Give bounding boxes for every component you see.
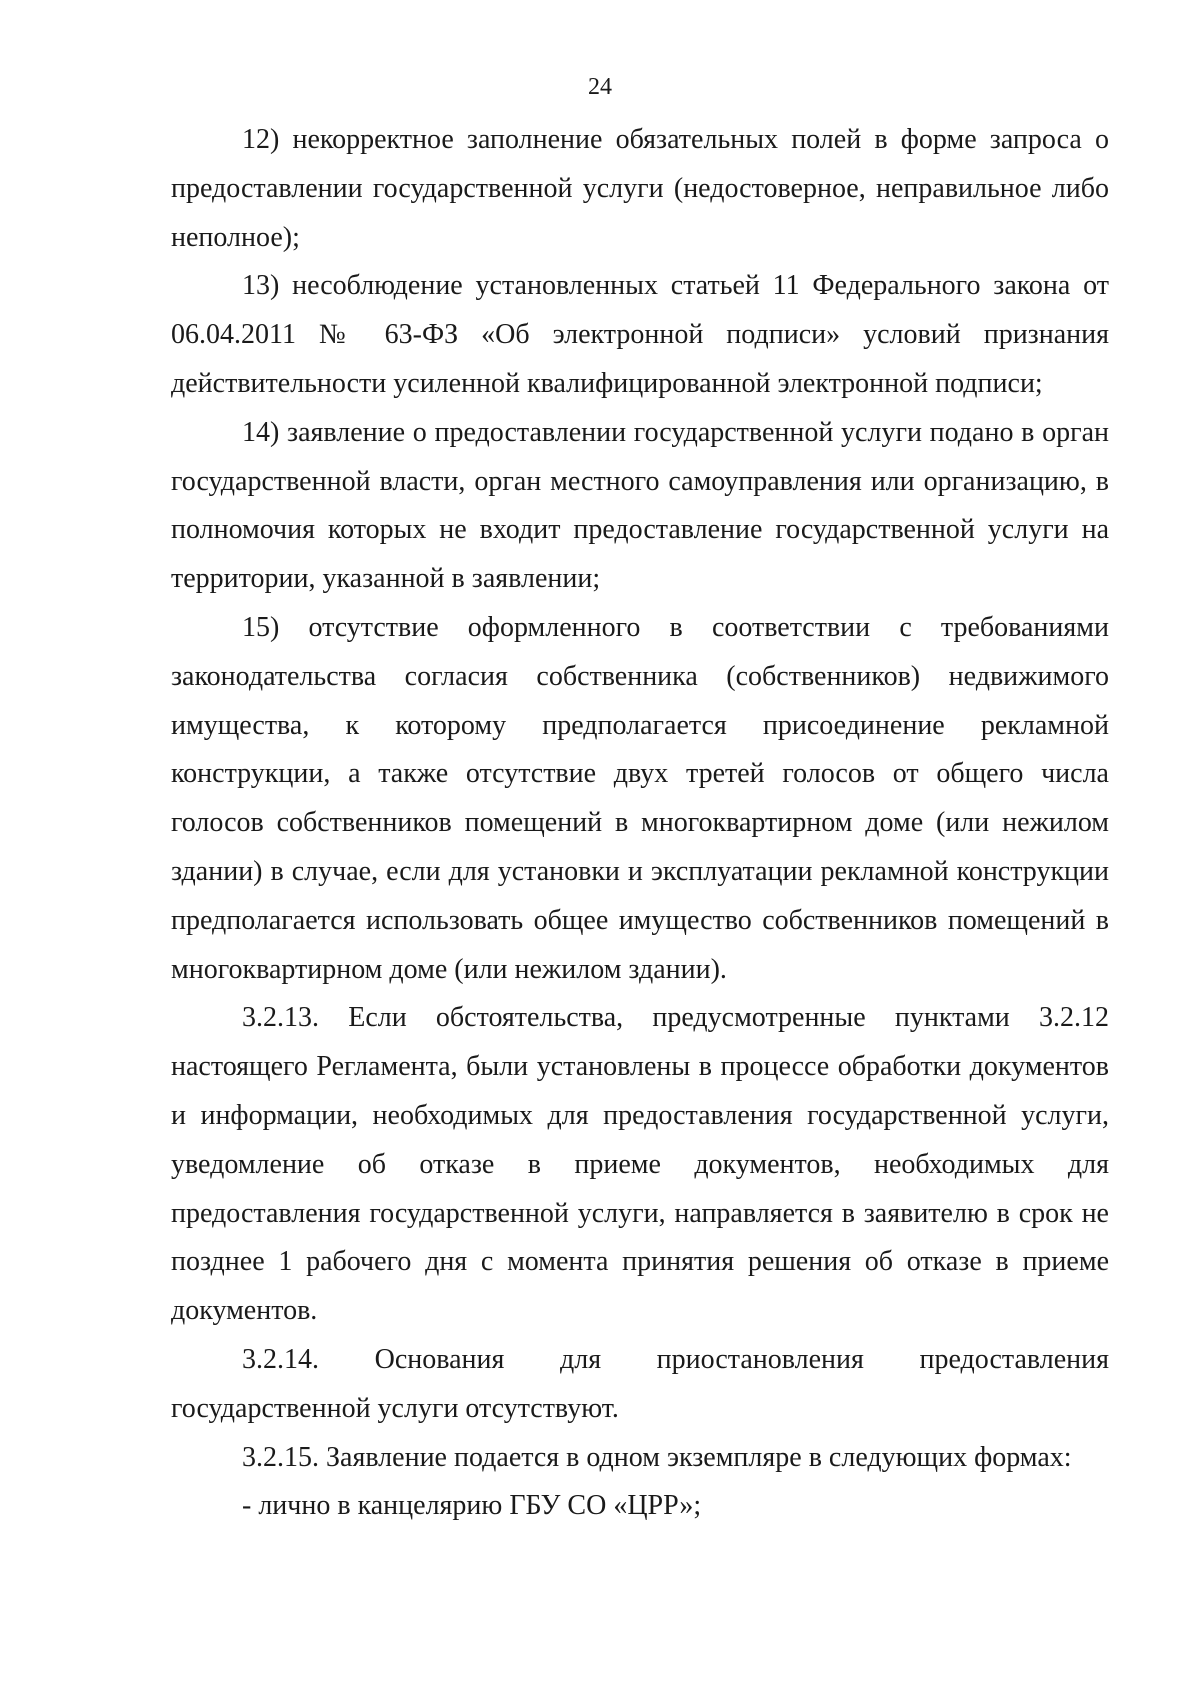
paragraph-clause-3-2-13: 3.2.13. Если обстоятельства, предусмотренные пунктами 3.2.12 настоящего Регламента, были установлены в процессе обработки документов и информации, необходимых для предоставления государственной услуги, уведомление об отказе в приеме документов, необходимых для предоставления государственной услуги, направляется в заявителю в срок не позднее 1 рабочего дня с момента принятия решения об отказе в приеме документов.	[171, 1002, 1109, 1327]
paragraph-item-15: 15) отсутствие оформленного в соответствии с требованиями законодательства согласия собственника (собственников) недвижимого имущества, к которому предполагается присоединение рекламной конструкции, а также отсутствие двух третей голосов от общего числа голосов собственников помещений в многоквартирном доме (или нежилом здании) в случае, если для установки и эксплуатации рекламной конструкции предполагается использовать общее имущество собственников помещений в многоквартирном доме (или нежилом здании).	[171, 611, 1109, 985]
document-body	[171, 116, 1109, 1531]
page-number: 24	[588, 74, 612, 100]
paragraph-item-12: 12) некорректное заполнение обязательных полей в форме запроса о предоставлении государственной услуги (недостоверное, неправильное либо неполное);	[171, 124, 1109, 253]
paragraph-clause-3-2-15: 3.2.15. Заявление подается в одном экземпляре в следующих формах:	[242, 1441, 1072, 1473]
paragraph-item-13: 13) несоблюдение установленных статьей 11 Федерального закона от 06.04.2011 № 63-ФЗ «Об электронной подписи» условий признания действительности усиленной квалифицированной электронной подписи;	[171, 270, 1109, 399]
paragraph-item-14: 14) заявление о предоставлении государственной услуги подано в орган государственной власти, орган местного самоуправления или организацию, в полномочия которых не входит предоставление государственной услуги на территории, указанной в заявлении;	[171, 416, 1109, 595]
paragraph-clause-3-2-14: 3.2.14. Основания для приостановления предоставления государственной услуги отсутствуют.	[171, 1343, 1109, 1424]
list-item-submission-in-person: - лично в канцелярию ГБУ СО «ЦРР»;	[242, 1490, 702, 1522]
